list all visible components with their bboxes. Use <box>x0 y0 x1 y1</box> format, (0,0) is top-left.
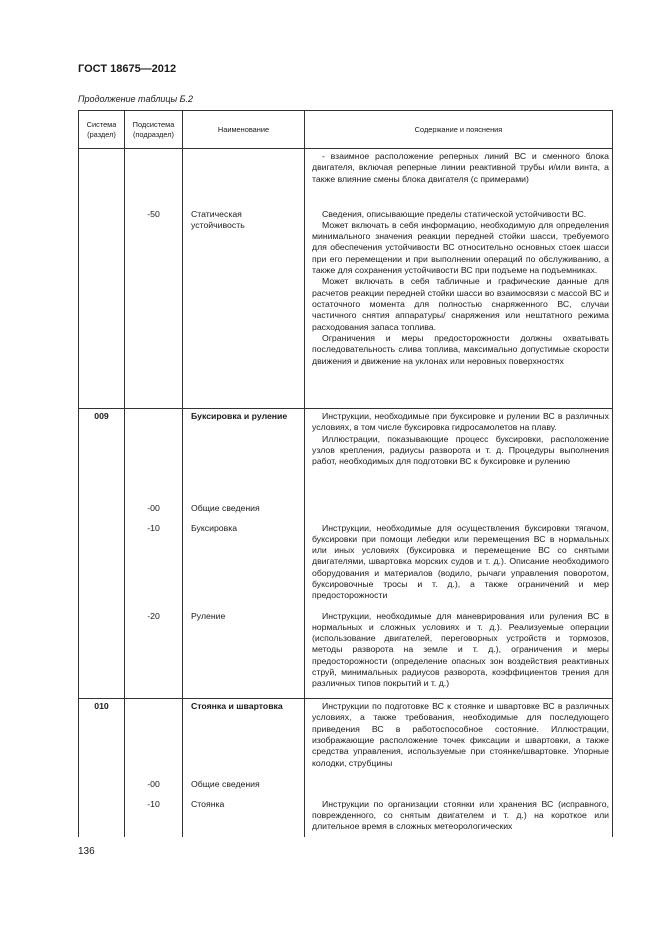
content-paragraph: Инструкции по подготовке ВС к стоянке и швартовке ВС в различных условиях, а также требования, необходимые для последующего приведения ВС в работоспособное состояние. Иллюстрации, изображающие расположение точек фиксации и швартовки, а также средства управления, используемые при стоянке/швартовке. Упорные колодки, струбцины <box>312 701 609 768</box>
col-header-content: Содержание и пояснения <box>305 111 613 149</box>
table-continuation-caption: Продолжение таблицы Б.2 <box>78 94 194 104</box>
cell-system <box>79 501 125 521</box>
cell-system <box>79 207 125 409</box>
cell-content <box>305 149 613 207</box>
table-row <box>79 207 613 409</box>
content-paragraph: Может включать в себя табличные и графические данные для расчетов реакции передней стойки шасси во взаимосвязи с массой ВС и остаточного момента для полностью снаряженного ВС, случаи частичного снятия аппаратуры/ снаряжения или нештатного режима расходования запаса топлива. <box>312 276 609 332</box>
classification-table <box>78 110 613 837</box>
cell-subsystem: -20 <box>125 609 183 699</box>
cell-name <box>183 149 305 207</box>
col-header-subsystem: Подсистема (подраздел) <box>125 111 183 149</box>
cell-name: Буксировка и руление <box>183 409 305 501</box>
table-row <box>79 501 613 521</box>
table-row <box>79 149 613 207</box>
table-header-row <box>79 111 613 149</box>
cell-content <box>305 207 613 409</box>
cell-name: Буксировка <box>183 521 305 609</box>
cell-content <box>305 797 613 837</box>
cell-system <box>79 149 125 207</box>
cell-subsystem <box>125 409 183 501</box>
table-row <box>79 409 613 501</box>
cell-subsystem: -10 <box>125 797 183 837</box>
cell-name: Общие сведения <box>183 501 305 521</box>
cell-subsystem <box>125 699 183 777</box>
cell-name: Руление <box>183 609 305 699</box>
cell-subsystem <box>125 149 183 207</box>
cell-system <box>79 609 125 699</box>
cell-content <box>305 521 613 609</box>
cell-system <box>79 521 125 609</box>
cell-subsystem: -10 <box>125 521 183 609</box>
cell-system: 009 <box>79 409 125 501</box>
content-paragraph: Инструкции, необходимые для маневрирования или руления ВС в нормальных и сложных условиях и т. д.). Реализуемые операции (использование двигателей, переговорных устройств и тормозов, методы разворота на земле и т. д.), ограничения и меры предосторожности (определение опасных зон воздействия реактивных струй, минимальных радиусов разворота, коэффициентов трения для различных типов покрытий и т. д.) <box>312 610 609 689</box>
cell-subsystem: -50 <box>125 207 183 409</box>
content-paragraph: Инструкции, необходимые при буксировке и рулении ВС в различных условиях, в том числе буксировка гидросамолетов на плаву. <box>312 411 609 433</box>
cell-content <box>305 501 613 521</box>
col-header-name: Наименование <box>183 111 305 149</box>
cell-name: Стоянка <box>183 797 305 837</box>
cell-system: 010 <box>79 699 125 777</box>
cell-subsystem: -00 <box>125 501 183 521</box>
cell-subsystem: -00 <box>125 777 183 797</box>
content-paragraph: - взаимное расположение реперных линий ВС и сменного блока двигателя, включая реперные линии реактивной трубы и/или винта, а также влияние смены блока двигателя (с примерами) <box>312 151 609 184</box>
cell-name: Статическая устойчивость <box>183 207 305 409</box>
cell-name: Общие сведения <box>183 777 305 797</box>
cell-content <box>305 409 613 501</box>
cell-system <box>79 777 125 797</box>
col-header-system: Система (раздел) <box>79 111 125 149</box>
content-paragraph: Иллюстрации, показывающие процесс буксировки, расположение узлов крепления, радиусы разворота и т. д. Процедуры выполнения работ, необходимых для подготовки ВС к буксировке и рулению <box>312 433 609 467</box>
cell-content <box>305 777 613 797</box>
content-paragraph: Инструкции, необходимые для осуществления буксировки тягачом, буксировки при помощи лебедки или перемещения ВС в нормальных или иных условиях (буксировка и перемещение ВС со снятыми двигателями, швартовка морских судов и т. д.). Описание необходимого оборудования и материалов (водило, рычаги управления поворотом, буксировочные тросы и т. д.), а также ограничений и мер предосторожности <box>312 522 609 601</box>
cell-system <box>79 797 125 837</box>
table-row <box>79 699 613 777</box>
content-paragraph: Ограничения и меры предосторожности должны охватывать последовательность слива топлива, максимально допустимые скорости движения и движение на уклонах или неровных поверхностях <box>312 332 609 366</box>
content-paragraph: Может включать в себя информацию, необходимую для определения минимального значения реакции передней стойки шасси, требуемого для обеспечения устойчивости ВС относительно основных стоек шасси при его перемещении и при выполнении операций по обслуживанию, а также для сохранения устойчивости ВС при подъеме на подъемниках. <box>312 219 609 276</box>
content-paragraph: Сведения, описывающие пределы статической устойчивости ВС. <box>322 208 587 219</box>
table-row <box>79 521 613 609</box>
page-number: 136 <box>78 846 95 857</box>
cell-content <box>305 609 613 699</box>
cell-content <box>305 699 613 777</box>
table-row <box>79 609 613 699</box>
table-row <box>79 777 613 797</box>
table-row <box>79 797 613 837</box>
document-code: ГОСТ 18675—2012 <box>78 63 177 75</box>
cell-name: Стоянка и швартовка <box>183 699 305 777</box>
content-paragraph: Инструкции по организации стоянки или хранения ВС (исправного, поврежденного, со снятым двигателем и т. д.) на короткое или длительное время в сложных метеорологических <box>312 798 609 832</box>
